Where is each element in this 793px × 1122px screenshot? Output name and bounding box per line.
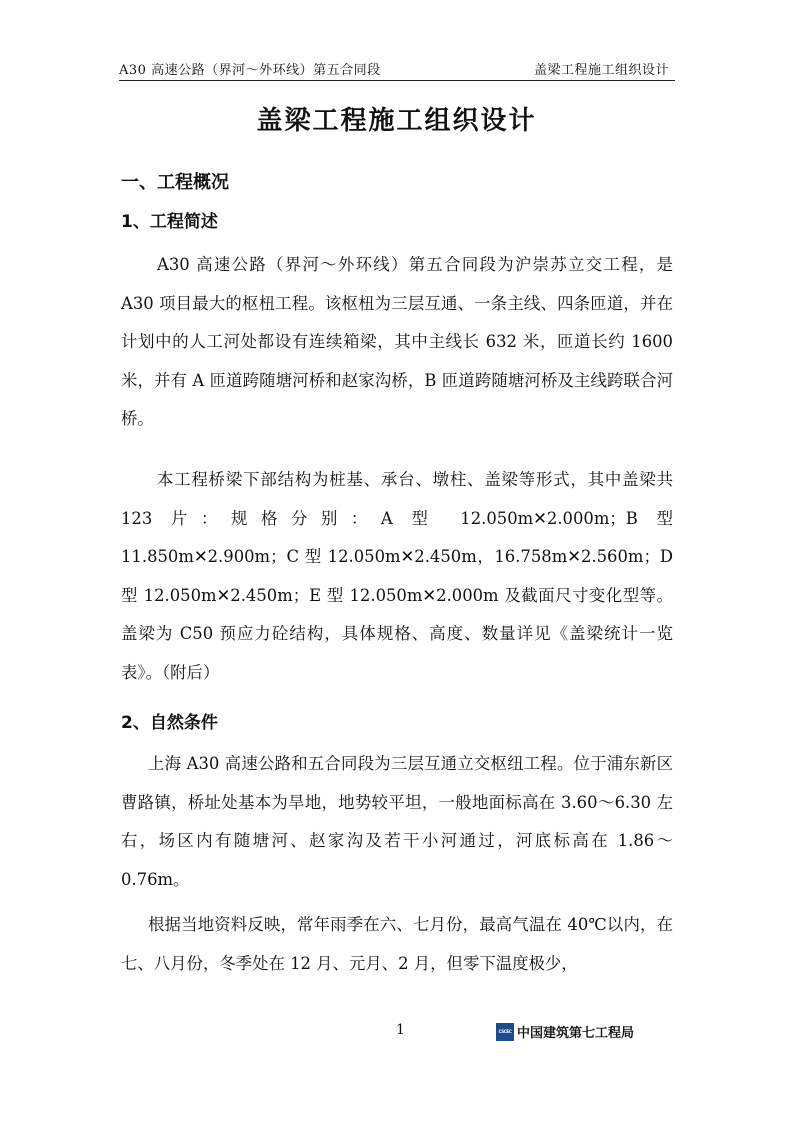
paragraph-climate: 根据当地资料反映，常年雨季在六、七月份，最高气温在 40℃以内，在七、八月份，冬季处在 12 月、元月、2 月，但零下温度极少， xyxy=(121,915,673,973)
paragraph-project-brief: A30 高速公路（界河～外环线）第五合同段为沪崇苏立交工程，是 A30 项目最大的枢杻工程。该枢杻为三层互通、一条主线、四条匝道，并在计划中的人工河处都设有连续箱梁，其中主线长 632 米，匝道长约 1600 米，并有 A 匝道跨随塘河桥和赵家沟桥，B 匝道跨随塘河桥及主线跨联合河桥。 xyxy=(121,255,673,429)
subsection-heading-natural-conditions: 2、自然条件 xyxy=(121,713,218,733)
company-name: 中国建筑第七工程局 xyxy=(517,1026,635,1041)
page-number: 1 xyxy=(396,1022,405,1038)
header-project-name: A30 高速公路（界河～外环线）第五合同段 xyxy=(119,63,381,78)
company-logo-icon xyxy=(496,1023,514,1041)
section-heading-overview: 一、工程概况 xyxy=(121,172,229,193)
document-title: 盖梁工程施工组织设计 xyxy=(256,106,537,136)
subsection-heading-brief: 1、工程简述 xyxy=(121,212,218,232)
page-header xyxy=(119,58,675,81)
company-logo xyxy=(496,1022,634,1041)
paragraph-structure-details: 本工程桥梁下部结构为桩基、承台、墩柱、盖梁等形式，其中盖梁共 123 片：规格分别：A 型 12.050m✕2.000m；B 型 11.850m✕2.900m；C 型 12.050m✕2.450m，16.758m✕2.560m；D 型 12.050m✕2.450m；E 型 12.050m✕2.000m 及截面尺寸变化型等。盖梁为 C50 预应力砼结构，具体规格、高度、数量详见《盖梁统计一览表》。（附后） xyxy=(121,470,673,682)
logo-mark-text: CSCEC xyxy=(498,1028,512,1034)
header-document-title: 盖梁工程施工组织设计 xyxy=(533,63,669,78)
paragraph-site-conditions: 上海 A30 高速公路和五合同段为三层互通立交枢纽工程。位于浦东新区曹路镇，桥址处基本为旱地，地势较平坦，一般地面标高在 3.60～6.30 左右，场区内有随塘河、赵家沟及若干小河通过，河底标高在 1.86～0.76m。 xyxy=(121,754,673,889)
